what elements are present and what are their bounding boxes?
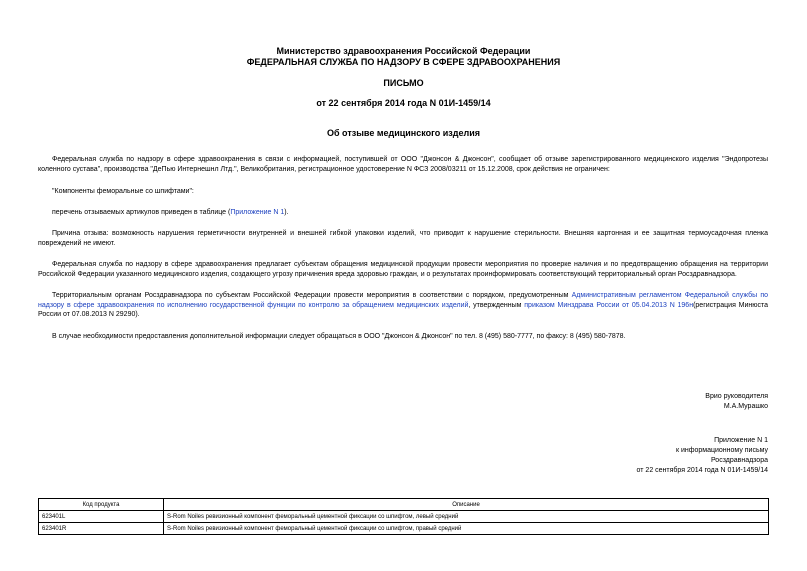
product-code-cell: 623401L (39, 511, 164, 523)
appendix-1-link[interactable]: Приложение N 1 (230, 209, 285, 216)
product-description-cell: S-Rom Noiles ревизионный компонент феморальный цементной фиксации со шпифтом, левый средний (164, 511, 769, 523)
paragraph-list-reference (38, 208, 768, 218)
p6-post-text: (регистрация Минюста России от 07.08.2013 N 29290). (38, 301, 769, 318)
column-header-code: Код продукта (39, 499, 164, 511)
appendix-line-1: Приложение N 1 (714, 437, 768, 444)
product-code-cell: 623401R (39, 523, 164, 535)
p6-pre-text: Территориальным органам Росздравнадзора по субъектам Российской Федерации провести мероприятия в соответствии с порядком, предусмотренным (52, 292, 572, 299)
signature-title: Врио руководителя (705, 393, 768, 400)
paragraph-recall-reason: Причина отзыва: возможность нарушения герметичности внутренней и внешней гибкой упаковки изделий, что приводит к нарушение стерильности. Внешняя картонная и ее защитная термоусадочная пленка повреждений не имеют. (38, 230, 768, 247)
paragraph-measures: Федеральная служба по надзору в сфере здравоохранения предлагает субъектам обращения медицинской продукции провести мероприятия по проверке наличия и по предотвращению обращения на территории Российской Федерации указанного медицинского изделия, создающего угрозу причинения вреда здоровью граждан, и о результатах проинформировать соответствующий территориальный орган Росздравнадзора. (38, 261, 768, 278)
document-date-number: от 22 сентября 2014 года N 01И-1459/14 (316, 98, 491, 108)
appendix-line-2: к информационному письму (675, 447, 768, 454)
product-description-cell: S-Rom Noiles ревизионный компонент феморальный цементной фиксации со шпифтом, правый средний (164, 523, 769, 535)
signature-name: М.А.Мурашко (723, 403, 768, 410)
document-type: ПИСЬМО (383, 78, 424, 88)
p3-pre-text: перечень отзываемых артикулов приведен в таблице ( (52, 209, 231, 216)
table-row (39, 523, 769, 535)
paragraph-contacts: В случае необходимости предоставления дополнительной информации следует обращаться в ООО "Джонсон & Джонсон" по тел. 8 (495) 580-7777, по факсу: 8 (495) 580-7878. (52, 333, 626, 340)
document-subject: Об отзыве медицинского изделия (327, 128, 480, 138)
paragraph-components: "Компоненты феморальные со шпифтами": (52, 188, 194, 195)
admin-regulation-link[interactable]: Административным регламентом Федеральной службы по надзору в сфере здравоохранения по исполнению государственной функции по контролю за обращением медицинских изделий (38, 292, 769, 309)
ministry-title: Министерство здравоохранения Российской Федерации (276, 46, 531, 56)
p6-mid-text: , утвержденным (468, 301, 525, 309)
appendix-header (637, 436, 768, 476)
appendix-line-4: от 22 сентября 2014 года N 01И-1459/14 (636, 467, 768, 474)
paragraph-territorial-bodies (38, 291, 768, 320)
service-title: ФЕДЕРАЛЬНАЯ СЛУЖБА ПО НАДЗОРУ В СФЕРЕ ЗДРАВООХРАНЕНИЯ (246, 57, 561, 67)
p3-post-text: ). (284, 209, 289, 216)
order-link[interactable]: приказом Минздрава России от 05.04.2013 N 196н (524, 301, 694, 309)
signature-block (705, 392, 768, 412)
paragraph-intro: Федеральная служба по надзору в сфере здравоохранения в связи с информацией, поступившей от ООО "Джонсон & Джонсон", сообщает об отзыве зарегистрированного медицинского изделия "Эндопротезы коленного сустава", производства "ДеПью Интернешнл Лтд.", Великобритания, регистрационное удостоверение N ФСЗ 2008/03211 от 15.12.2008, срок действия не ограничен: (38, 156, 768, 173)
table-row (39, 511, 769, 523)
appendix-line-3: Росздравнадзора (710, 457, 768, 464)
column-header-description: Описание (164, 499, 769, 511)
recall-products-table (38, 498, 769, 535)
table-header-row (39, 499, 769, 511)
